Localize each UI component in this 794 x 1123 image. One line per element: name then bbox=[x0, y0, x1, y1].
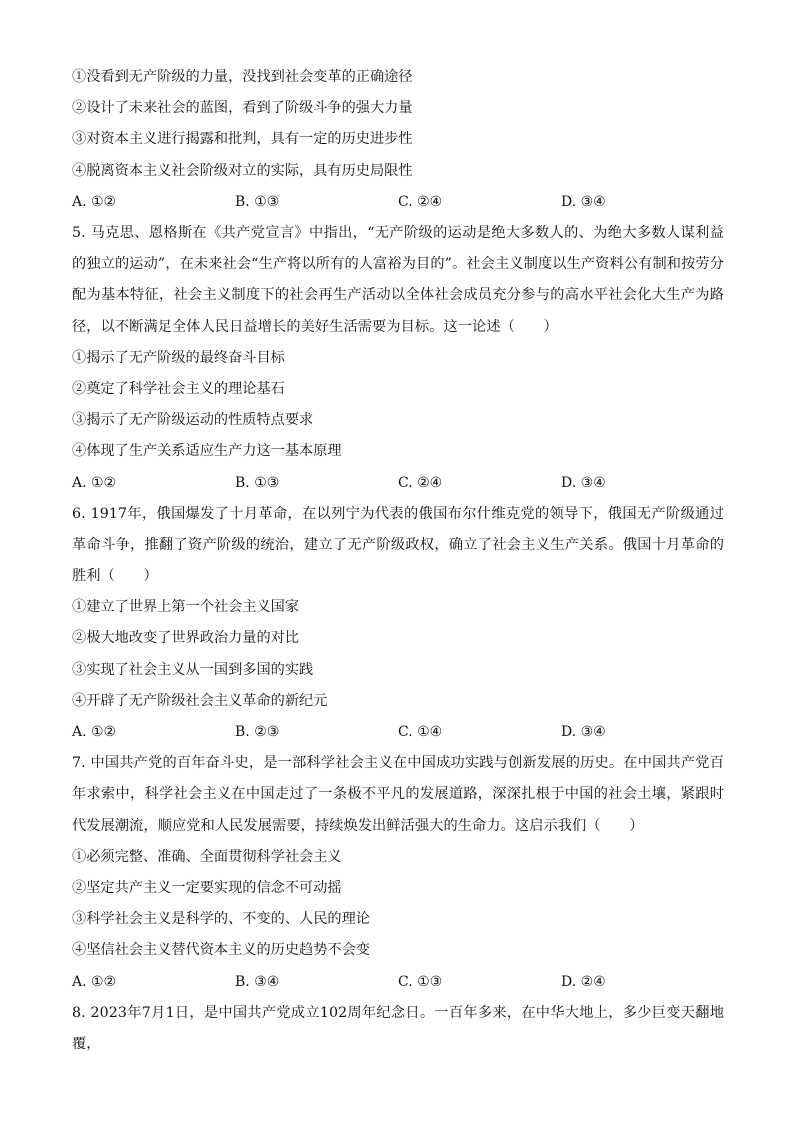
q5-option-d: D. ③④ bbox=[561, 474, 606, 491]
q7-options bbox=[72, 967, 724, 998]
q6-option-d: D. ③④ bbox=[561, 724, 606, 741]
q7-item-4: ④坚信社会主义替代资本主义的历史趋势不会变 bbox=[72, 942, 370, 959]
q7-item-1: ①必须完整、准确、全面贯彻科学社会主义 bbox=[72, 848, 342, 865]
q6-item-4: ④开辟了无产阶级社会主义革命的新纪元 bbox=[72, 692, 328, 709]
q4-option-c: C. ②④ bbox=[398, 193, 443, 210]
q4-options bbox=[72, 187, 724, 218]
q6-stem: 6. 1917年，俄国爆发了十月革命，在以列宁为代表的俄国布尔什维克党的领导下，俄国无产阶级通过革命斗争，推翻了资产阶级的统治，建立了无产阶级政权，确立了社会主义生产关系。俄国十月革命的胜利（ ） bbox=[72, 505, 724, 585]
q6-item-3: ③实现了社会主义从一国到多国的实践 bbox=[72, 661, 314, 678]
q6-item-1: ①建立了世界上第一个社会主义国家 bbox=[72, 599, 300, 616]
q5-item-2: ②奠定了科学社会主义的理论基石 bbox=[72, 380, 285, 397]
q4-option-a: A. ①② bbox=[72, 193, 117, 210]
q8-stem: 8. 2023年7月1日，是中国共产党成立102周年纪念日。一百年多来，在中华大地上，多少巨变天翻地覆， bbox=[72, 1004, 724, 1052]
q7-item-3: ③科学社会主义是科学的、不变的、人民的理论 bbox=[72, 911, 370, 928]
q4-option-b: B. ①③ bbox=[235, 193, 280, 210]
q5-item-3: ③揭示了无产阶级运动的性质特点要求 bbox=[72, 412, 314, 429]
q4-item-2: ②设计了未来社会的蓝图，看到了阶级斗争的强大力量 bbox=[72, 100, 413, 117]
exam-page bbox=[72, 62, 724, 1060]
question-6 bbox=[72, 499, 724, 749]
question-5 bbox=[72, 218, 724, 499]
q5-stem: 5. 马克思、恩格斯在《共产党宣言》中指出，“无产阶级的运动是绝大多数人的、为绝大多数人谋利益的独立的运动”，在未来社会“生产将以所有的人富裕为目的”。社会主义制度以生产资料公有制和按劳分配为基本特征，社会主义制度下的社会再生产活动以全体社会成员充分参与的高水平社会化大生产为路径，以不断满足全体人民日益增长的美好生活需要为目标。这一论述（ ） bbox=[72, 224, 724, 335]
q6-item-2: ②极大地改变了世界政治力量的对比 bbox=[72, 630, 300, 647]
q5-option-a: A. ①② bbox=[72, 474, 117, 491]
q4-item-1: ①没看到无产阶级的力量，没找到社会变革的正确途径 bbox=[72, 69, 413, 85]
q5-item-1: ①揭示了无产阶级的最终奋斗目标 bbox=[72, 349, 285, 366]
question-8 bbox=[72, 998, 724, 1060]
question-4-remainder bbox=[72, 62, 724, 218]
q5-item-4: ④体现了生产关系适应生产力这一基本原理 bbox=[72, 443, 342, 460]
q6-option-c: C. ①④ bbox=[398, 724, 443, 741]
q5-options bbox=[72, 468, 724, 499]
question-7 bbox=[72, 748, 724, 998]
q4-item-4: ④脱离资本主义社会阶级对立的实际，具有历史局限性 bbox=[72, 162, 413, 179]
q7-option-b: B. ③④ bbox=[235, 973, 280, 990]
q6-option-b: B. ②③ bbox=[235, 724, 280, 741]
q5-option-b: B. ①③ bbox=[235, 474, 280, 491]
q7-stem: 7. 中国共产党的百年奋斗史，是一部科学社会主义在中国成功实践与创新发展的历史。在中国共产党百年求索中，科学社会主义在中国走过了一条极不平凡的发展道路，深深扎根于中国的社会土壤，紧跟时代发展潮流，顺应党和人民发展需要，持续焕发出鲜活强大的生命力。这启示我们（ ） bbox=[72, 755, 724, 834]
q5-option-c: C. ②④ bbox=[398, 474, 443, 491]
q7-option-a: A. ①② bbox=[72, 973, 117, 990]
q7-item-2: ②坚定共产主义一定要实现的信念不可动摇 bbox=[72, 880, 342, 897]
q7-option-c: C. ①③ bbox=[398, 973, 443, 990]
q7-option-d: D. ②④ bbox=[561, 973, 606, 990]
q6-option-a: A. ①② bbox=[72, 724, 117, 741]
q4-item-3: ③对资本主义进行揭露和批判，具有一定的历史进步性 bbox=[72, 131, 413, 148]
q4-option-d: D. ③④ bbox=[561, 193, 606, 210]
q6-options bbox=[72, 717, 724, 748]
